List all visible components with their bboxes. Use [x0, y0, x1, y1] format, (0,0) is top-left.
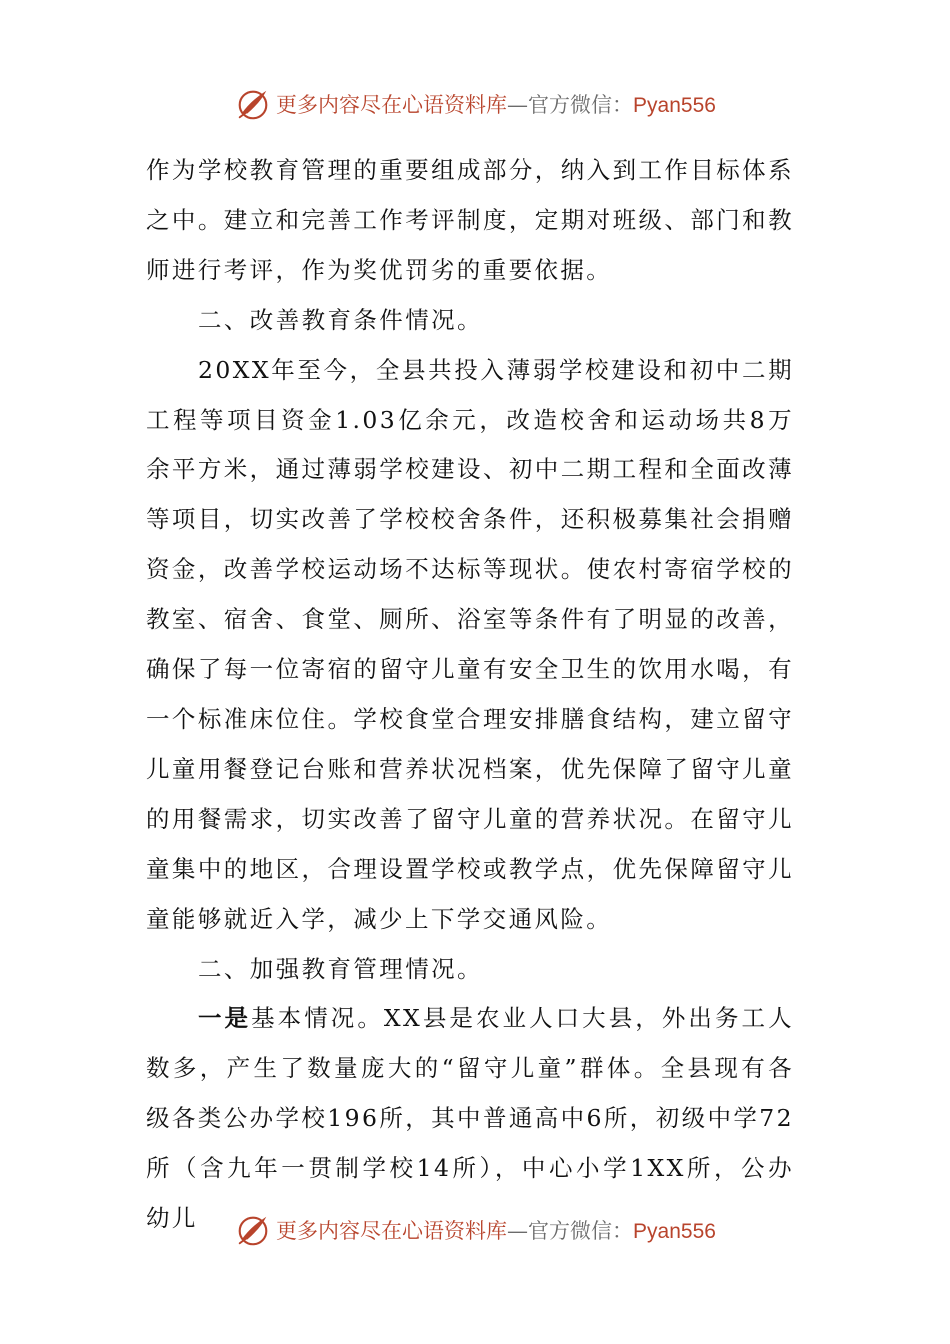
section-heading-improve-conditions: 二、改善教育条件情况。 — [198, 305, 483, 334]
banner-wechat-id: Pyan556 — [633, 1220, 716, 1243]
quill-logo-icon — [234, 85, 272, 123]
quill-logo-icon — [234, 1211, 272, 1249]
document-body — [146, 146, 794, 1244]
paragraph-continuation: 作为学校教育管理的重要组成部分，纳入到工作目标体系之中。建立和完善工作考评制度，定期对班级、部门和教师进行考评，作为奖优罚劣的重要依据。 — [146, 156, 794, 284]
header-banner — [0, 82, 950, 126]
banner-site-text: 更多内容尽在心语资料库 — [276, 1219, 508, 1243]
banner-wechat-label: 官方微信： — [528, 1219, 634, 1243]
section-heading-strengthen-management: 二、加强教育管理情况。 — [198, 954, 483, 983]
banner-dash: — — [507, 93, 529, 117]
paragraph-lead-bold: 一是 — [198, 1004, 252, 1033]
banner-dash: — — [507, 1219, 529, 1243]
paragraph-basic-situation — [146, 994, 794, 1244]
banner-text — [276, 1215, 716, 1245]
banner-text — [276, 89, 716, 119]
banner-wechat-label: 官方微信： — [528, 93, 634, 117]
paragraph-conditions-detail: 20XX年至今，全县共投入薄弱学校建设和初中二期工程等项目资金1.03亿余元，改造校舍和运动场共8万余平方米，通过薄弱学校建设、初中二期工程和全面改薄等项目，切实改善了学校校舍条件，还积极募集社会捐赠资金，改善学校运动场不达标等现状。使农村寄宿学校的教室、宿舍、食堂、厕所、浴室等条件有了明显的改善，确保了每一位寄宿的留守儿童有安全卫生的饮用水喝，有一个标准床位住。学校食堂合理安排膳食结构，建立留守儿童用餐登记台账和营养状况档案，优先保障了留守儿童的用餐需求，切实改善了留守儿童的营养状况。在留守儿童集中的地区，合理设置学校或教学点，优先保障留守儿童能够就近入学，减少上下学交通风险。 — [146, 355, 794, 933]
paragraph-basic-situation-text: 基本情况。XX县是农业人口大县，外出务工人数多，产生了数量庞大的“留守儿童”群体。全县现有各级各类公办学校196所，其中普通高中6所，初级中学72所（含九年一贯制学校14所），中心小学1XX所，公办幼儿 — [146, 1004, 795, 1233]
banner-site-text: 更多内容尽在心语资料库 — [276, 93, 508, 117]
footer-banner — [0, 1208, 950, 1252]
banner-wechat-id: Pyan556 — [633, 94, 716, 117]
